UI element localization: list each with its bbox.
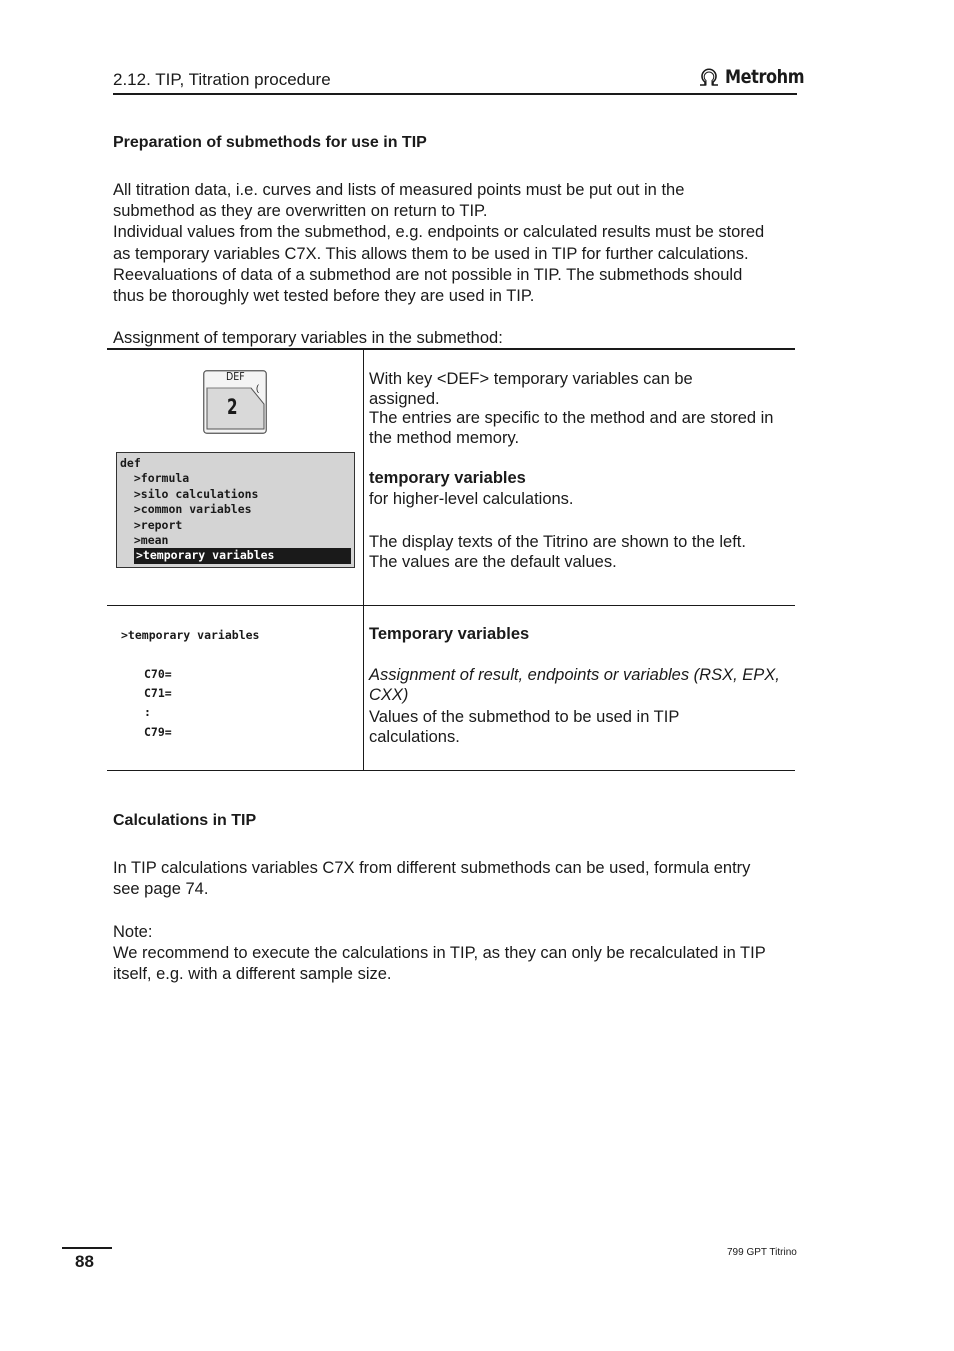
text-line: CXX) <box>369 685 409 704</box>
table-column-divider <box>363 349 364 770</box>
key-side-mark: ( <box>256 383 259 393</box>
text-line: With key <DEF> temporary variables can be <box>369 370 693 388</box>
intro-paragraph <box>113 180 797 307</box>
display-line: >mean <box>120 533 169 548</box>
display-line: >formula <box>120 471 190 486</box>
row2-heading: Temporary variables <box>369 625 530 643</box>
row1-note <box>369 533 793 572</box>
display-line: >common variables <box>120 502 252 517</box>
paragraph-line: itself, e.g. with a different sample size. <box>113 965 392 984</box>
variable-c79: C79= <box>144 725 172 739</box>
section-heading-calculations: Calculations in TIP <box>113 812 257 829</box>
def-key <box>203 370 267 434</box>
paragraph-line: All titration data, i.e. curves and lists of measured points must be put out in the <box>113 181 685 199</box>
section-heading-preparation: Preparation of submethods for use in TIP <box>113 134 427 151</box>
page-number: 88 <box>75 1252 94 1271</box>
display-selected-line: >temporary variables <box>134 548 351 563</box>
note-paragraph <box>113 922 797 986</box>
table-bottom-rule <box>107 770 795 771</box>
text-line: The display texts of the Titrino are shown to the left. <box>369 533 746 551</box>
text-line: The entries are specific to the method and are stored in <box>369 409 774 427</box>
key-number: 2 <box>227 395 238 419</box>
display-line: def <box>120 456 141 470</box>
key-top-label: DEF <box>226 371 245 383</box>
variable-ellipsis: : <box>144 705 151 719</box>
text-line: assigned. <box>369 389 440 408</box>
display-line: >silo calculations <box>120 486 259 501</box>
footer-rule <box>62 1247 112 1249</box>
paragraph-line: see page 74. <box>113 880 209 899</box>
temporary-variables-title: >temporary variables <box>121 628 260 642</box>
paragraph-line: We recommend to execute the calculations in TIP, as they can only be recalculated in TIP <box>113 944 766 963</box>
brand-logo <box>697 66 818 88</box>
paragraph-line: thus be thoroughly wet tested before they are used in TIP. <box>113 287 535 306</box>
assignment-caption: Assignment of temporary variables in the submethod: <box>113 329 503 347</box>
variable-c71: C71= <box>144 686 172 700</box>
note-label: Note: <box>113 923 153 941</box>
row2-description <box>369 708 793 747</box>
header-rule <box>113 93 797 95</box>
table-row-divider <box>107 605 795 606</box>
text-line: the method memory. <box>369 428 520 447</box>
text-line: The values are the default values. <box>369 552 617 571</box>
row1-description <box>369 370 793 448</box>
product-name: 799 GPT Titrino <box>727 1247 797 1258</box>
display-line: >report <box>120 517 183 532</box>
variable-c70: C70= <box>144 667 172 681</box>
paragraph-line: In TIP calculations variables C7X from different submethods can be used, formula entry <box>113 859 751 877</box>
text-line: calculations. <box>369 727 460 746</box>
paragraph-line: Individual values from the submethod, e.g. endpoints or calculated results must be stored <box>113 223 765 242</box>
text-line: Values of the submethod to be used in TIP <box>369 708 680 726</box>
titrino-display <box>116 452 355 568</box>
text-line: Assignment of result, endpoints or variables (RSX, EPX, <box>369 666 780 684</box>
calculations-paragraph <box>113 858 797 900</box>
paragraph-line: submethod as they are overwritten on return to TIP. <box>113 202 488 221</box>
paragraph-line: as temporary variables C7X. This allows them to be used in TIP for further calculations. <box>113 244 749 263</box>
row2-italic-text <box>369 666 793 705</box>
table-top-rule <box>107 348 795 350</box>
brand-name: Metrohm <box>725 66 805 88</box>
paragraph-line: Reevaluations of data of a submethod are not possible in TIP. The submethods should <box>113 265 743 284</box>
row1-heading-desc: for higher-level calculations. <box>369 490 574 508</box>
omega-icon <box>697 67 721 87</box>
section-title: 2.12. TIP, Titration procedure <box>113 70 331 89</box>
row1-heading: temporary variables <box>369 469 526 487</box>
